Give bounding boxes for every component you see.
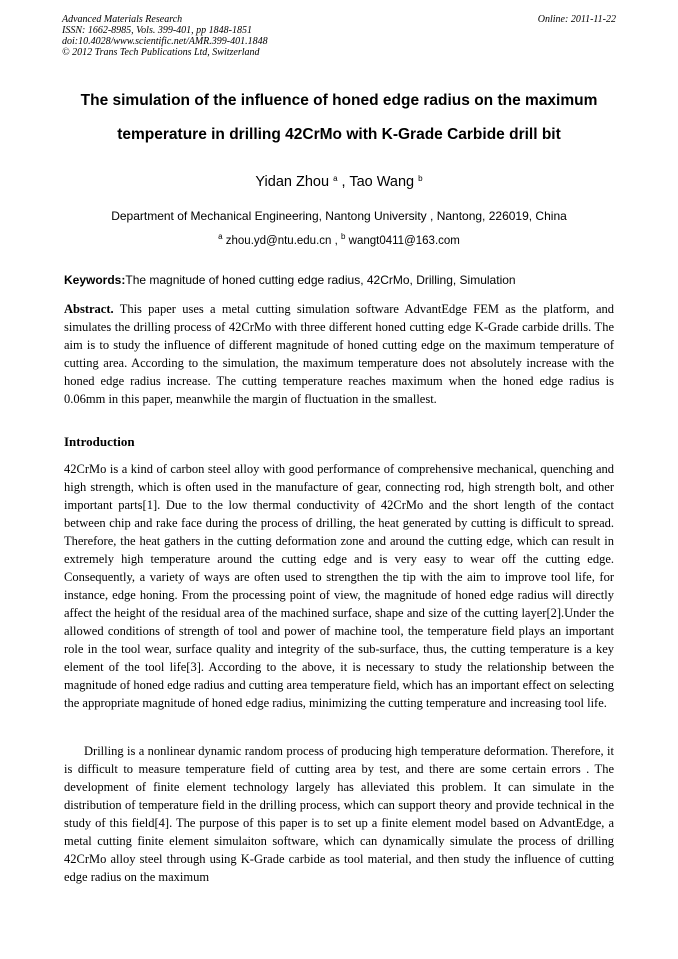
section-heading-introduction: Introduction bbox=[64, 434, 135, 449]
paper-title-line-1: The simulation of the influence of honed edge radius on the maximum bbox=[80, 92, 598, 109]
issn-line: ISSN: 1662-8985, Vols. 399-401, pp 1848-1851 bbox=[62, 25, 252, 36]
affiliation: Department of Mechanical Engineering, Nantong University , Nantong, 226019, China bbox=[111, 209, 567, 223]
author-name: Yidan Zhou bbox=[255, 174, 330, 190]
paper-title-line-2: temperature in drilling 42CrMo with K-Grade Carbide drill bit bbox=[117, 126, 561, 143]
online-date: Online: 2011-11-22 bbox=[537, 14, 616, 25]
author-affiliation-mark: a bbox=[333, 174, 338, 183]
keywords bbox=[64, 273, 616, 288]
keywords-label: Keywords: bbox=[64, 273, 126, 287]
copyright-line: © 2012 Trans Tech Publications Ltd, Switzerland bbox=[62, 47, 260, 58]
email-mark: b bbox=[341, 232, 346, 241]
abstract-label: Abstract. bbox=[64, 302, 114, 316]
author-list bbox=[40, 173, 638, 191]
abstract bbox=[64, 300, 614, 408]
email-address: zhou.yd@ntu.edu.cn , bbox=[222, 235, 342, 247]
journal-name: Advanced Materials Research bbox=[62, 14, 183, 25]
doi-line: doi:10.4028/www.scientific.net/AMR.399-401.1848 bbox=[62, 36, 268, 47]
keywords-text: The magnitude of honed cutting edge radius, 42CrMo, Drilling, Simulation bbox=[125, 273, 516, 287]
abstract-text: This paper uses a metal cutting simulation software AdvantEdge FEM as the platform, and simulates the drilling process of 42CrMo with three different honed cutting edge K-Grade carbide drills. The aim is to study the influence of different magnitude of honed cutting edge on the maximum temperature of cutting area. According to the simulation, the maximum temperature does not absolutely increase with the honed edge radius increase. The cutting temperature reaches maximum when the honed edge radius is 0.06mm in this paper, meanwhile the margin of fluctuation in the smallest. bbox=[64, 302, 614, 406]
body-paragraph: 42CrMo is a kind of carbon steel alloy with good performance of comprehensive mechanical, quenching and high strength, which is often used in the manufacture of gear, connecting rod, high strength bolt, and other important parts[1]. Due to the low thermal conductivity of 42CrMo and the short length of the contact between chip and rake face during the process of drilling, the heat generated by cutting is difficult to spread. Therefore, the heat gathers in the cutting deformation zone and around the cutting edge, which can result in extremely high temperature around the cutting edge and is very easy to wear off the cutting edge. Consequently, a variety of ways are often used to strengthen the tip with the aim to improve tool life, for instance, edge honing. From the processing point of view, the magnitude of honed edge radius will directly affect the height of the residual area of the machined surface, shape and size of the cutting layer[2].Under the allowed conditions of strength of tool and power of machine tool, the temperature field plays an important role in the tool wear, surface quality and integrity of the sub-surface, thus, the cutting temperature is a key element of the tool life[3]. According to the above, it is necessary to study the relationship between the magnitude of honed edge radius and cutting area temperature field, which has an important effect on selecting the appropriate magnitude of honed edge radius, minimizing the cutting temperature and increasing tool life. bbox=[64, 462, 614, 710]
author-separator: , bbox=[337, 174, 350, 190]
email-mark: a bbox=[218, 232, 223, 241]
body-paragraph: Drilling is a nonlinear dynamic random process of producing high temperature deformation. Therefore, it is difficult to measure temperature field of cutting area by test, and there are some certain errors . The development of finite element technology largely has alleviated this problem. It can simulate in the distribution of temperature field in the drilling process, which can support theory and provide technical in the study of this field[4]. The purpose of this paper is to set up a finite element model based on AdvantEdge, a metal cutting finite element simulaiton software, which can dynamically simulate the process of drilling 42CrMo alloy steel through using K-Grade carbide as tool material, and then study the influence of cutting edge radius on the maximum bbox=[64, 744, 614, 884]
author-emails bbox=[40, 234, 638, 249]
author-name: Tao Wang bbox=[349, 174, 415, 190]
journal-header bbox=[62, 14, 618, 58]
author-affiliation-mark: b bbox=[418, 174, 423, 183]
email-address: wangt0411@163.com bbox=[345, 235, 460, 247]
